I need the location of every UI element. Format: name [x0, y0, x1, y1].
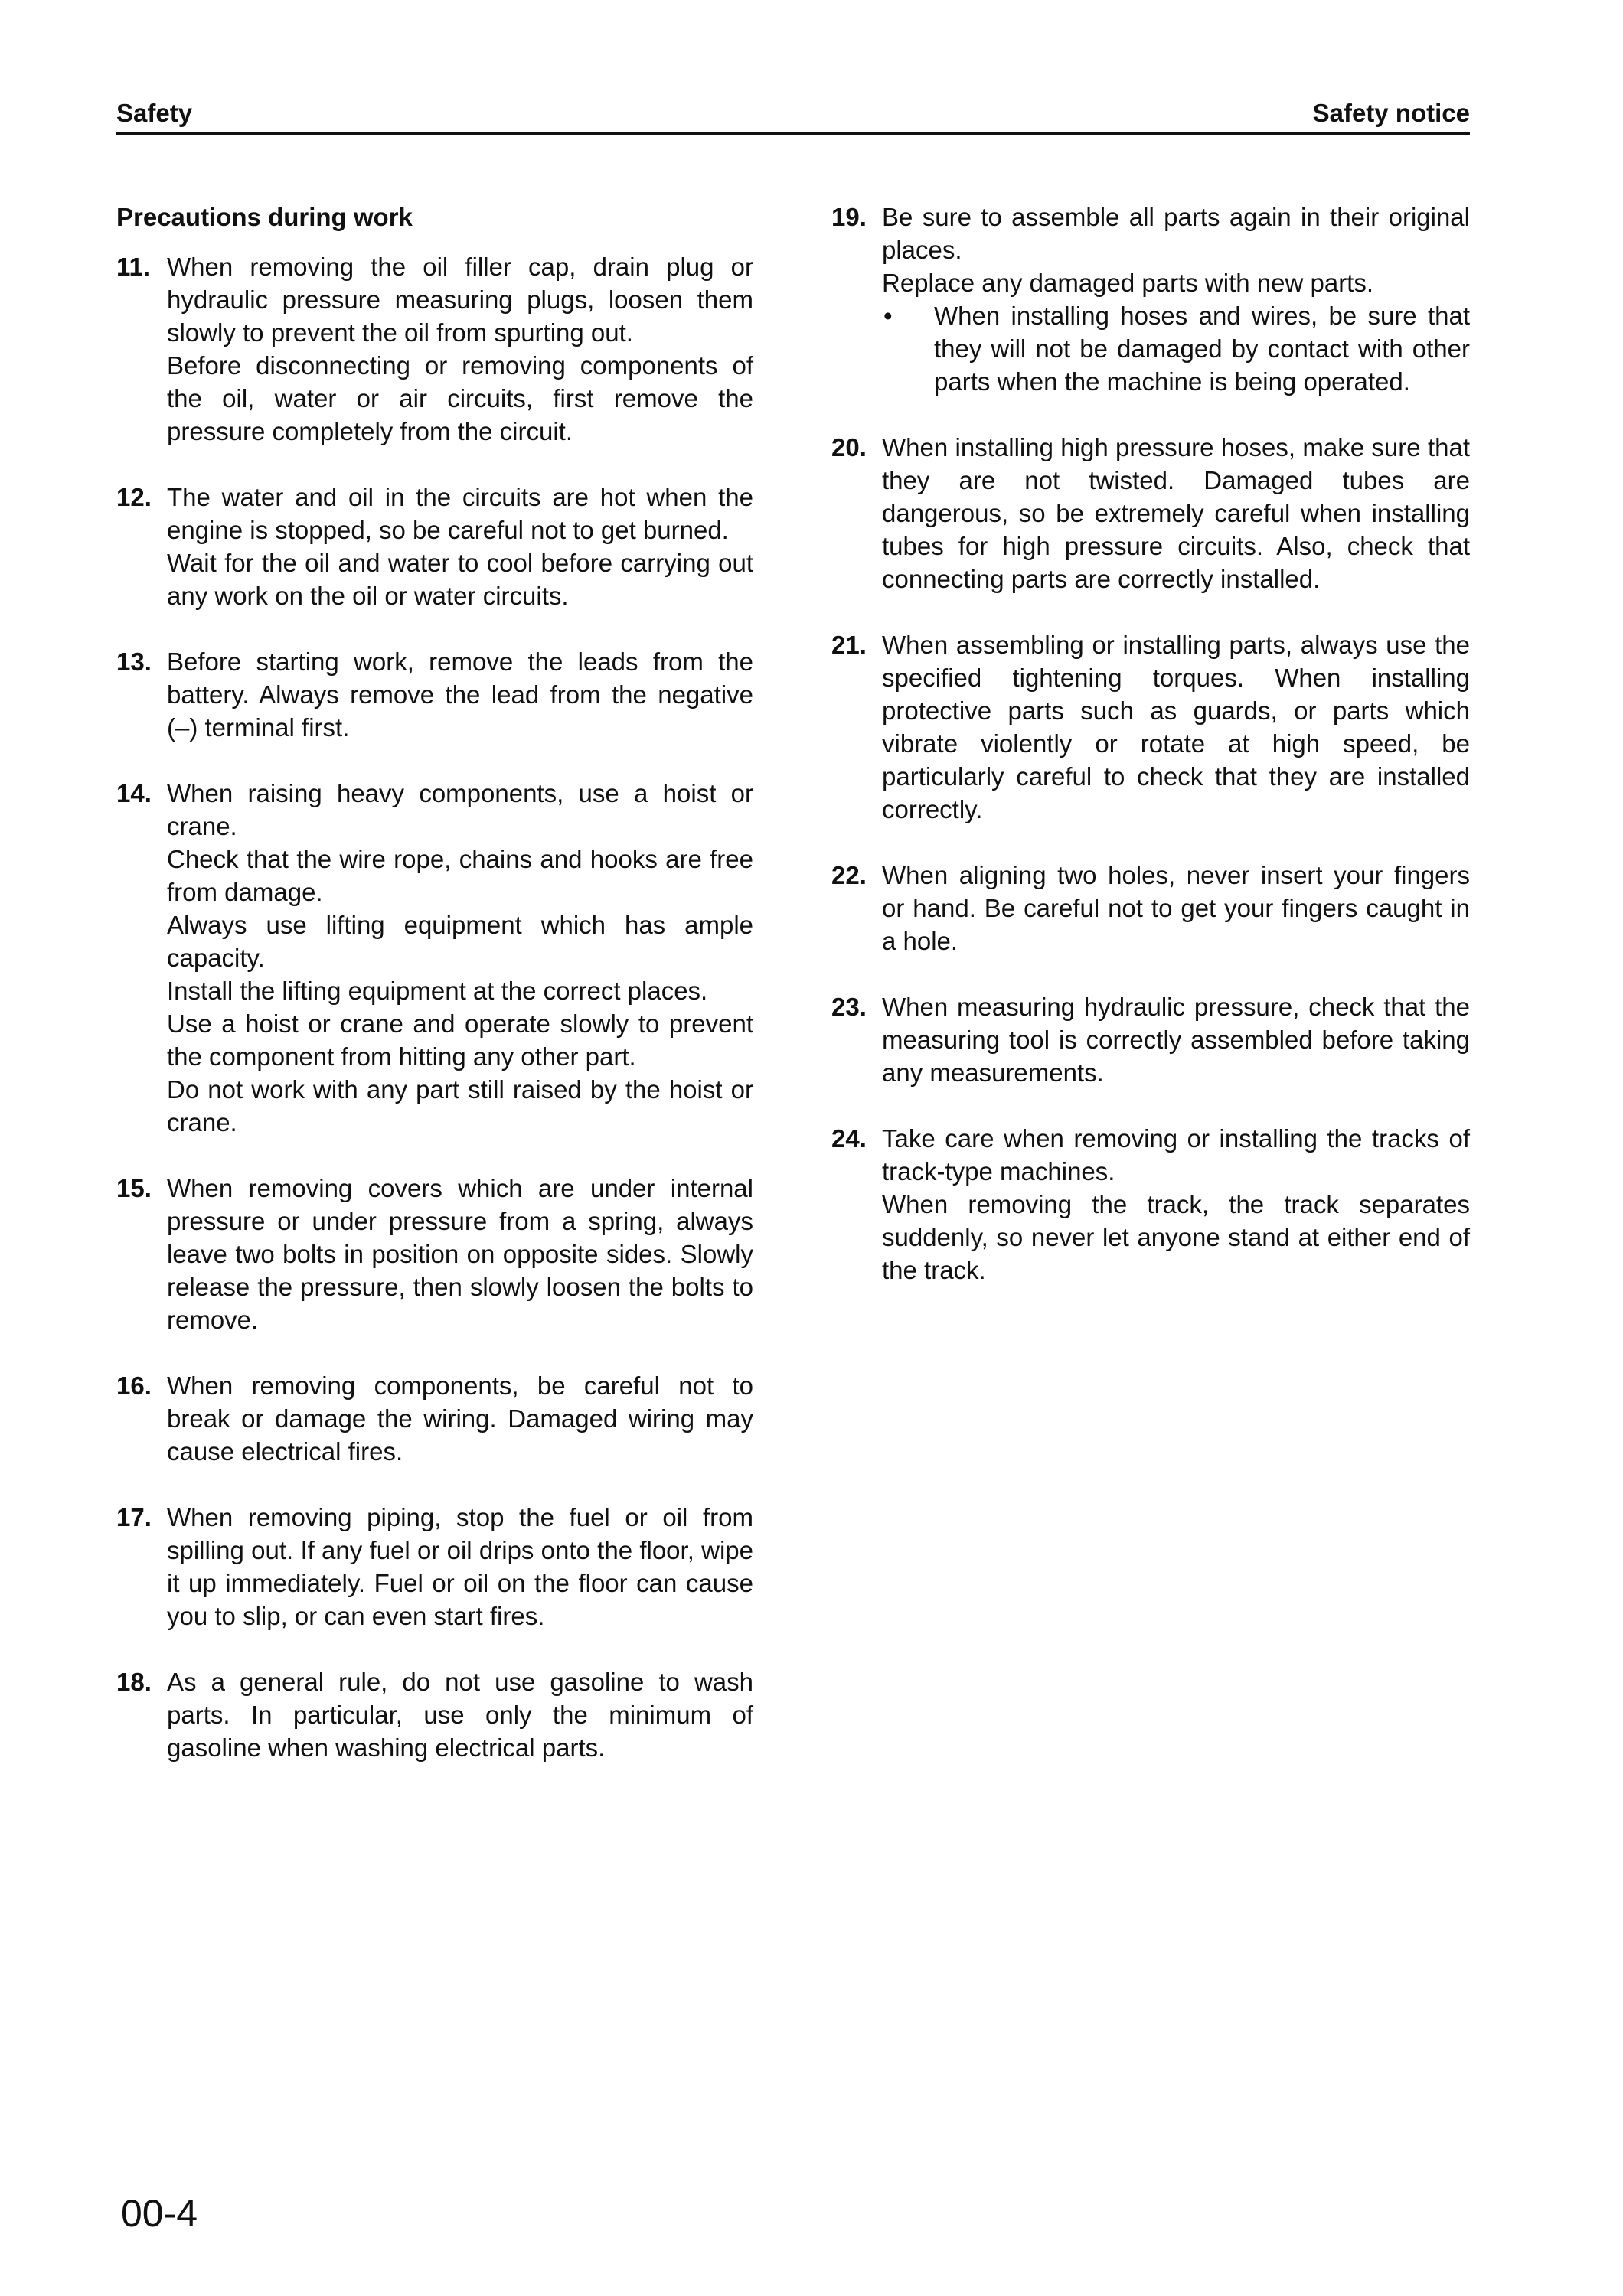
item-body: [882, 1122, 1470, 1287]
header-section-title: Safety: [116, 99, 193, 127]
item-body: [882, 990, 1470, 1089]
item-body: [882, 859, 1470, 957]
item-paragraph: When removing the oil filler cap, drain plug or hydraulic pressure measuring plugs, loosen them slowly to prevent the oil from spurting out.: [167, 253, 753, 347]
page-header: [116, 98, 1470, 135]
item-number: 15.: [116, 1174, 152, 1202]
item-number: 20.: [831, 433, 867, 461]
item-paragraph: Do not work with any part still raised by the hoist or crane.: [167, 1075, 753, 1137]
item-paragraph: When installing high pressure hoses, make sure that they are not twisted. Damaged tubes are dangerous, so be extremely careful when installing tubes for high pressure circuits. Also, check that connecting parts are correctly installed.: [882, 433, 1470, 593]
list-item: [116, 250, 753, 448]
item-paragraph: Replace any damaged parts with new parts.: [882, 269, 1374, 297]
item-paragraph: When removing the track, the track separates suddenly, so never let anyone stand at either end of the track.: [882, 1190, 1470, 1284]
item-paragraph: Use a hoist or crane and operate slowly to prevent the component from hitting any other part.: [167, 1009, 753, 1071]
item-body: [167, 1369, 753, 1468]
item-paragraph: When measuring hydraulic pressure, check that the measuring tool is correctly assembled before taking any measurements.: [882, 993, 1470, 1087]
bullet-text: When installing hoses and wires, be sure that they will not be damaged by contact with other parts when the machine is being operated.: [934, 302, 1470, 396]
page-number: 00-4: [121, 2192, 198, 2235]
item-body: [167, 1172, 753, 1336]
list-item: [831, 990, 1470, 1089]
item-paragraph: Always use lifting equipment which has ample capacity.: [167, 911, 753, 972]
item-paragraph: Before disconnecting or removing components of the oil, water or air circuits, first remove the pressure completely from the circuit.: [167, 351, 753, 445]
item-body: [167, 481, 753, 612]
item-number: 17.: [116, 1503, 152, 1531]
item-body: [167, 1501, 753, 1632]
item-paragraph: When aligning two holes, never insert your fingers or hand. Be careful not to get your fingers caught in a hole.: [882, 861, 1470, 955]
item-body: [882, 431, 1470, 595]
right-column: [831, 201, 1470, 1319]
item-number: 24.: [831, 1124, 867, 1153]
section-heading: Precautions during work: [116, 203, 413, 231]
left-column: [116, 201, 753, 1797]
item-paragraph: Be sure to assemble all parts again in their original places.: [882, 203, 1470, 264]
item-number: 14.: [116, 779, 152, 807]
item-number: 19.: [831, 203, 867, 231]
item-number: 11.: [116, 253, 151, 281]
item-paragraph: When removing piping, stop the fuel or oil from spilling out. If any fuel or oil drips onto the floor, wipe it up immediately. Fuel or oil on the floor can cause you to slip, or can even start fires.: [167, 1503, 753, 1630]
item-paragraph: Before starting work, remove the leads from the battery. Always remove the lead from the negative (–) terminal first.: [167, 647, 753, 742]
item-body: [167, 250, 753, 448]
bullet-icon: •: [883, 302, 893, 330]
item-paragraph: Wait for the oil and water to cool before carrying out any work on the oil or water circuits.: [167, 549, 753, 610]
item-number: 21.: [831, 631, 867, 659]
item-paragraph: Install the lifting equipment at the correct places.: [167, 977, 708, 1005]
list-item: [831, 201, 1470, 398]
list-item: [116, 777, 753, 1139]
list-item: [831, 859, 1470, 957]
list-item: [116, 645, 753, 744]
item-body: [167, 777, 753, 1139]
list-item: [116, 481, 753, 612]
bullet-point: [882, 299, 1470, 398]
item-paragraph: When removing covers which are under internal pressure or under pressure from a spring, always leave two bolts in position on opposite sides. Slowly release the pressure, then slowly loosen the bolts to remove.: [167, 1174, 753, 1334]
item-paragraph: The water and oil in the circuits are hot when the engine is stopped, so be careful not to get burned.: [167, 483, 753, 544]
item-paragraph: When assembling or installing parts, always use the specified tightening torques. When installing protective parts such as guards, or parts which vibrate violently or rotate at high speed, be particularly careful to check that they are installed correctly.: [882, 631, 1470, 823]
item-paragraph: When raising heavy components, use a hoist or crane.: [167, 779, 753, 840]
list-item: [116, 1369, 753, 1468]
item-body: [882, 628, 1470, 826]
header-chapter-title: Safety notice: [1312, 99, 1470, 127]
item-number: 22.: [831, 861, 867, 889]
item-body: [167, 645, 753, 744]
item-paragraph: When removing components, be careful not to break or damage the wiring. Damaged wiring may cause electrical fires.: [167, 1371, 753, 1466]
item-paragraph: Check that the wire rope, chains and hooks are free from damage.: [167, 845, 753, 906]
list-item: [831, 628, 1470, 826]
list-item: [831, 431, 1470, 595]
item-paragraph: As a general rule, do not use gasoline to wash parts. In particular, use only the minimum of gasoline when washing electrical parts.: [167, 1668, 753, 1762]
item-number: 16.: [116, 1371, 152, 1400]
item-paragraph: Take care when removing or installing the tracks of track-type machines.: [882, 1124, 1470, 1186]
list-item: [831, 1122, 1470, 1287]
list-item: [116, 1665, 753, 1764]
item-number: 23.: [831, 993, 867, 1021]
item-body: [167, 1665, 753, 1764]
item-body: [882, 201, 1470, 398]
item-number: 12.: [116, 483, 152, 511]
list-item: [116, 1501, 753, 1632]
item-number: 13.: [116, 647, 152, 676]
list-item: [116, 1172, 753, 1336]
item-number: 18.: [116, 1668, 152, 1696]
